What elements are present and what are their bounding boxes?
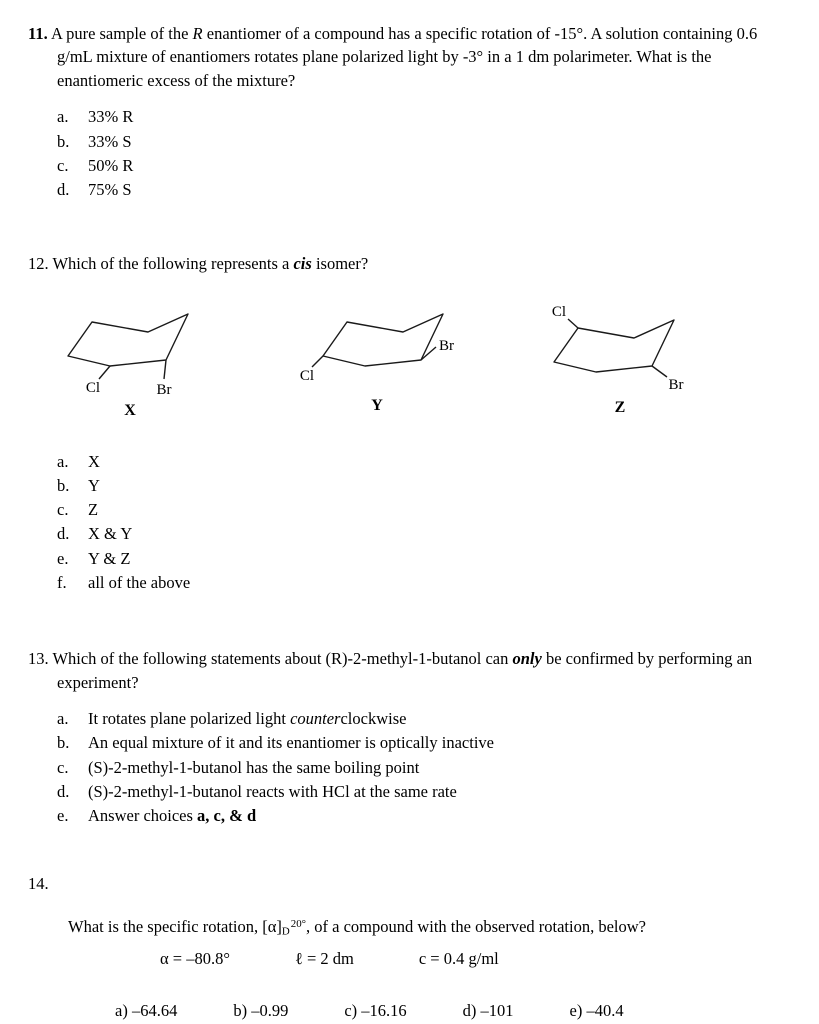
option-letter: b.: [57, 733, 70, 753]
question-11-options: [57, 105, 819, 202]
option-letter: e.: [57, 806, 69, 826]
given-values: [160, 947, 819, 972]
option-13a: [57, 707, 819, 731]
question-13-options: [57, 707, 819, 828]
question-12-options: [57, 450, 819, 596]
question-12-text-emphasis: cis: [293, 254, 312, 274]
question-14-number: 14.: [28, 874, 49, 894]
br-bond: [164, 360, 166, 379]
cyclohexane-ring: [68, 314, 188, 366]
option-text: Z: [88, 500, 99, 520]
cl-bond: [99, 366, 110, 379]
path-length-value: ℓ = 2 dm: [294, 949, 354, 969]
cl-label: Cl: [551, 303, 567, 320]
answer-a: a) –64.64: [115, 1001, 178, 1021]
option-13b: [57, 731, 819, 755]
option-text: (S)-2-methyl-1-butanol has the same boiling point: [88, 757, 420, 777]
option-11c: [57, 154, 819, 178]
option-text: (S)-2-methyl-1-butanol reacts with HCl at the same rate: [88, 781, 457, 801]
option-text: It rotates plane polarized light counterclockwise: [88, 709, 407, 729]
option-letter: b.: [57, 131, 70, 151]
option-text: Y: [88, 475, 100, 495]
question-14-text-post: , of a compound with the observed rotation, below?: [306, 917, 646, 937]
option-13e: [57, 804, 819, 828]
structure-z: [532, 302, 707, 420]
cyclohexane-ring: [323, 314, 443, 366]
alpha-superscript-20: 20°: [290, 917, 306, 930]
option-11d: [57, 178, 819, 202]
option-letter: c.: [57, 500, 69, 520]
option-text: 75% S: [88, 180, 132, 200]
br-label: Br: [668, 376, 684, 393]
option-text: X: [88, 451, 100, 471]
option-letter: f.: [57, 572, 67, 592]
option-13d: [57, 780, 819, 804]
option-letter: d.: [57, 524, 70, 544]
question-12-text-post: isomer?: [311, 254, 369, 274]
question-13: [0, 647, 819, 828]
option-12c: [57, 498, 819, 522]
structure-z-label: Z: [614, 398, 626, 416]
option-text: 50% R: [88, 155, 134, 175]
answer-choices: [115, 999, 819, 1024]
cl-bond: [312, 356, 323, 367]
question-12-text-pre: Which of the following represents a: [52, 254, 294, 274]
option-text: 33% R: [88, 107, 134, 127]
cl-label: Cl: [299, 367, 315, 384]
answer-c: c) –16.16: [344, 1001, 407, 1021]
question-13-number: 13.: [28, 649, 49, 669]
option-12d: [57, 522, 819, 546]
cl-bond: [568, 319, 578, 328]
question-13-text-post: be confirmed by performing an experiment?: [57, 649, 753, 692]
option-13c: [57, 756, 819, 780]
option-letter: e.: [57, 548, 69, 568]
alpha-subscript-d: D: [281, 926, 290, 939]
structure-y: [295, 302, 470, 420]
option-letter: d.: [57, 781, 70, 801]
question-11-text-post: enantiomer of a compound has a specific rotation of -15°. A solution containing 0.6 g/mL mixture of enantiomers rotates plane polarized light by -3° in a 1 dm polarimeter. What is the enantiomeric excess of the mixture?: [57, 24, 758, 90]
question-11: [0, 22, 819, 202]
question-12: [0, 252, 819, 595]
option-letter: d.: [57, 180, 70, 200]
question-11-text-italic: R: [192, 24, 203, 43]
question-14: [0, 872, 819, 1024]
concentration-value: c = 0.4 g/ml: [418, 949, 499, 969]
question-12-number: 12.: [28, 254, 49, 274]
option-12b: [57, 474, 819, 498]
option-12f: [57, 571, 819, 595]
question-14-text-pre: What is the specific rotation, [α]: [68, 917, 282, 937]
question-11-number: 11.: [28, 24, 48, 43]
question-12-text: [28, 252, 781, 275]
structure-y-label: Y: [371, 396, 383, 414]
br-bond: [421, 347, 436, 360]
option-text: Answer choices a, c, & d: [88, 806, 257, 826]
option-letter: a.: [57, 107, 69, 127]
option-letter: b.: [57, 475, 70, 495]
answer-e: e) –40.4: [569, 1001, 624, 1021]
observed-rotation-value: α = –80.8°: [160, 949, 230, 969]
option-11a: [57, 105, 819, 129]
option-text: X & Y: [88, 524, 133, 544]
option-letter: a.: [57, 451, 69, 471]
br-label: Br: [156, 381, 172, 398]
question-13-text-emphasis: only: [512, 649, 542, 669]
q12-structures: [58, 302, 819, 420]
question-11-text: [28, 22, 781, 92]
question-11-text-pre: A pure sample of the: [50, 24, 193, 43]
br-bond: [652, 366, 667, 377]
answer-d: d) –101: [462, 1001, 514, 1021]
option-letter: c.: [57, 155, 69, 175]
structure-x-label: X: [124, 401, 136, 419]
question-14-text: [68, 915, 819, 940]
option-text: An equal mixture of it and its enantiomer is optically inactive: [88, 733, 494, 753]
option-letter: c.: [57, 757, 69, 777]
question-13-text-pre: Which of the following statements about (R)-2-methyl-1-butanol can: [52, 649, 513, 669]
option-text: Y & Z: [88, 548, 131, 568]
answer-b: b) –0.99: [233, 1001, 289, 1021]
question-13-text: [28, 647, 781, 694]
br-label: Br: [439, 337, 454, 354]
option-text: all of the above: [88, 572, 191, 592]
option-11b: [57, 130, 819, 154]
option-12e: [57, 547, 819, 571]
structure-x: [58, 302, 233, 420]
option-12a: [57, 450, 819, 474]
cyclohexane-ring: [554, 320, 674, 372]
option-letter: a.: [57, 709, 69, 729]
cl-label: Cl: [85, 379, 101, 396]
option-text: 33% S: [88, 131, 132, 151]
